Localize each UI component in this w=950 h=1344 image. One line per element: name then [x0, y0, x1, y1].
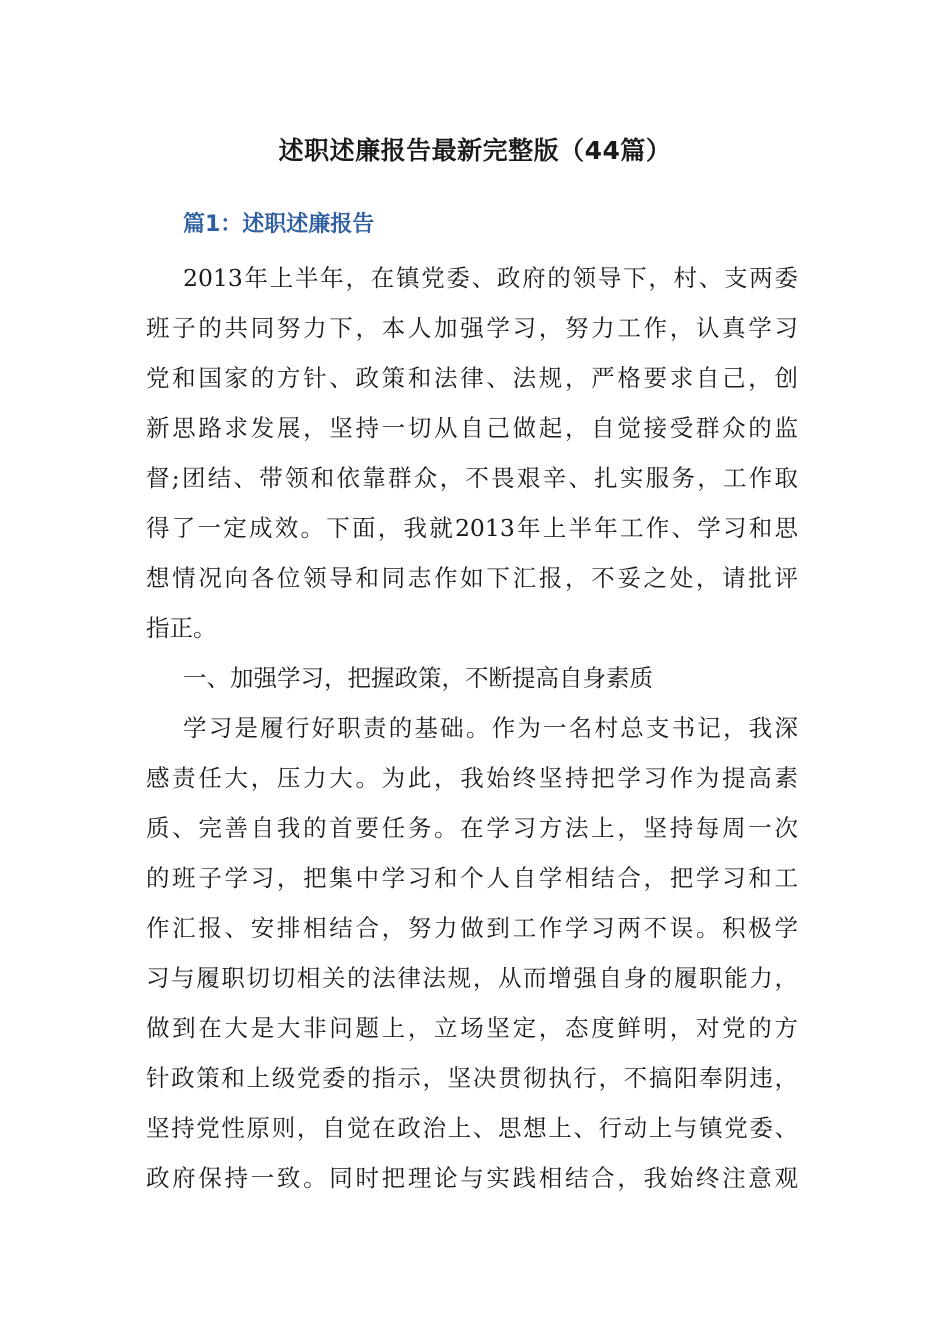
paragraph-line: 习与履职切切相关的法律法规，从而增强自身的履职能力， — [146, 964, 798, 992]
subheading-line: 一、加强学习，把握政策，不断提高自身素质 — [183, 664, 653, 692]
paragraph-line: 督;团结、带领和依靠群众，不畏艰辛、扎实服务，工作取 — [146, 464, 798, 492]
paragraph-line: 得了一定成效。下面，我就2013年上半年工作、学习和思 — [146, 514, 798, 542]
document-body — [146, 253, 798, 1203]
paragraph-line: 学习是履行好职责的基础。作为一名村总支书记，我深 — [183, 714, 798, 742]
paragraph-line: 党和国家的方针、政策和法律、法规，严格要求自己，创 — [146, 364, 798, 392]
paragraph-line: 新思路求发展，坚持一切从自己做起，自觉接受群众的监 — [146, 414, 798, 442]
paragraph-line: 质、完善自我的首要任务。在学习方法上，坚持每周一次 — [146, 814, 798, 842]
paragraph-line: 作汇报、安排相结合，努力做到工作学习两不误。积极学 — [146, 914, 798, 942]
paragraph-line: 政府保持一致。同时把理论与实践相结合，我始终注意观 — [146, 1164, 798, 1192]
paragraph-line: 的班子学习，把集中学习和个人自学相结合，把学习和工 — [146, 864, 798, 892]
paragraph-line: 指正。 — [146, 614, 217, 642]
paragraph-line: 坚持党性原则，自觉在政治上、思想上、行动上与镇党委、 — [146, 1114, 798, 1142]
paragraph-line: 想情况向各位领导和同志作如下汇报，不妥之处，请批评 — [146, 564, 798, 592]
paragraph-line: 班子的共同努力下，本人加强学习，努力工作，认真学习 — [146, 314, 798, 342]
paragraph-line: 感责任大，压力大。为此，我始终坚持把学习作为提高素 — [146, 764, 798, 792]
document-title: 述职述廉报告最新完整版（44篇） — [278, 136, 672, 165]
paragraph-line: 针政策和上级党委的指示，坚决贯彻执行，不搞阳奉阴违， — [146, 1064, 798, 1092]
paragraph-line: 做到在大是大非问题上，立场坚定，态度鲜明，对党的方 — [146, 1014, 798, 1042]
paragraph-line: 2013年上半年，在镇党委、政府的领导下，村、支两委 — [183, 264, 798, 292]
section-heading: 篇1：述职述廉报告 — [183, 212, 375, 237]
